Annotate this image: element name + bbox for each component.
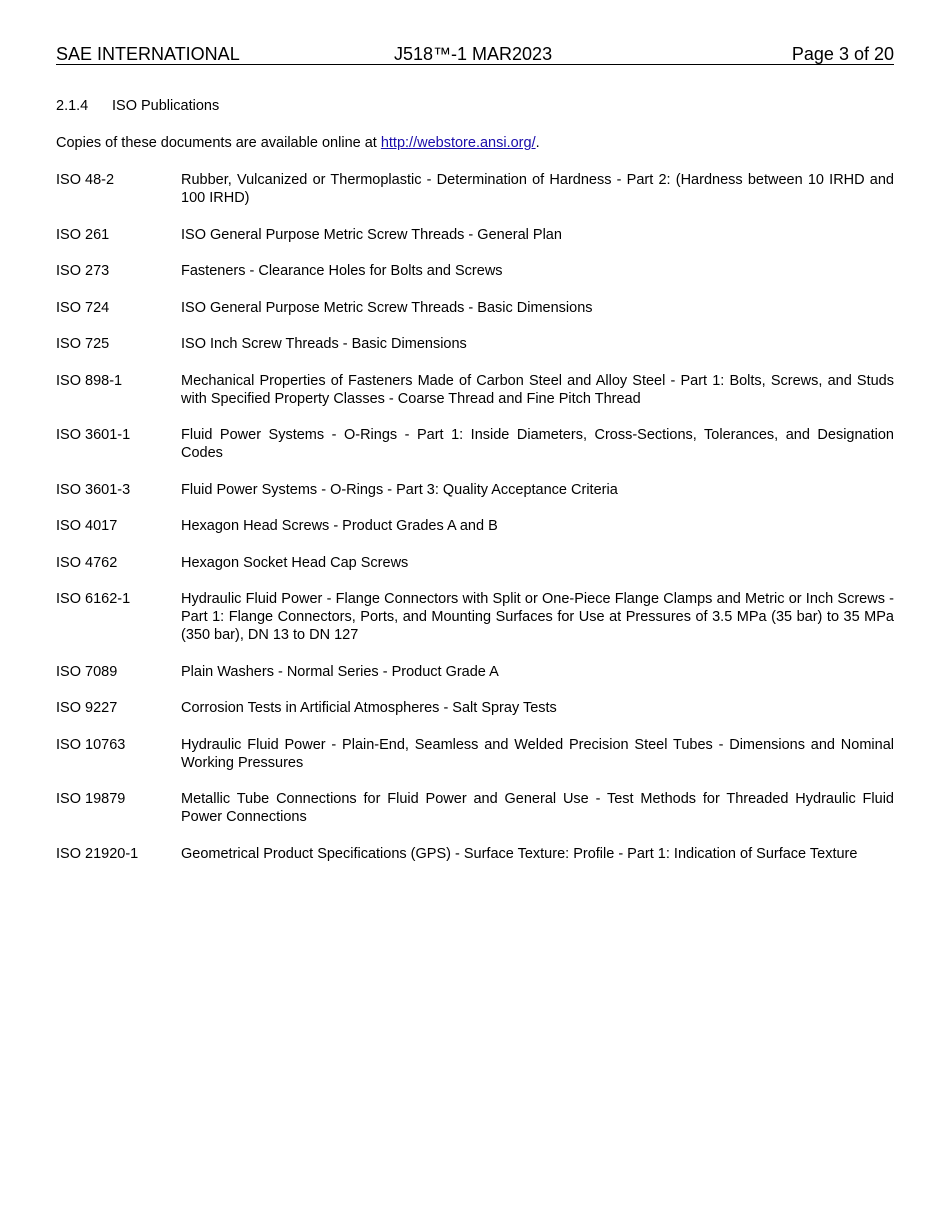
reference-code: ISO 3601-3 (56, 481, 131, 498)
running-header (56, 44, 894, 65)
reference-item (56, 426, 894, 462)
reference-code: ISO 10763 (56, 736, 126, 753)
reference-list (56, 171, 894, 881)
intro-end: . (535, 135, 540, 151)
reference-item (56, 226, 894, 244)
reference-item (56, 335, 894, 353)
section-number: 2.1.4 (56, 98, 89, 114)
reference-code: ISO 3601-1 (56, 427, 131, 443)
reference-code: ISO 725 (56, 336, 110, 352)
reference-item (56, 262, 894, 280)
header-document-id: J518™-1 MAR2023 (394, 44, 553, 64)
reference-item (56, 372, 894, 408)
reference-code: ISO 4762 (56, 554, 118, 571)
reference-title: Hydraulic Fluid Power - Plain-End, Seamless and Welded Precision Steel Tubes - Dimensions and Nominal Working Pressures (181, 736, 894, 771)
section-heading (56, 97, 219, 115)
reference-item (56, 590, 894, 644)
reference-title: ISO General Purpose Metric Screw Threads - Basic Dimensions (181, 299, 593, 316)
reference-title: Mechanical Properties of Fasteners Made of Carbon Steel and Alloy Steel - Part 1: Bolts, Screws, and Studs with Specified Property Classes - Coarse Thread and Fine Pitch Thread (181, 372, 894, 407)
reference-item (56, 845, 894, 863)
reference-title: Fasteners - Clearance Holes for Bolts and Screws (181, 263, 503, 279)
reference-item (56, 171, 894, 207)
reference-title: Hexagon Head Screws - Product Grades A and B (181, 518, 498, 534)
reference-code: ISO 898-1 (56, 372, 123, 389)
reference-item (56, 554, 894, 572)
reference-item (56, 790, 894, 826)
reference-code: ISO 19879 (56, 791, 126, 807)
reference-code: ISO 273 (56, 263, 110, 279)
reference-item (56, 699, 894, 717)
reference-code: ISO 4017 (56, 518, 118, 534)
reference-code: ISO 7089 (56, 663, 118, 680)
reference-title: Metallic Tube Connections for Fluid Power and General Use - Test Methods for Threaded Hydraulic Fluid Power Connections (181, 791, 894, 825)
reference-code: ISO 724 (56, 299, 110, 316)
reference-code: ISO 9227 (56, 700, 118, 716)
reference-item (56, 299, 894, 317)
reference-title: Rubber, Vulcanized or Thermoplastic - Determination of Hardness - Part 2: (Hardness between 10 IRHD and 100 IRHD) (181, 172, 894, 206)
reference-title: Geometrical Product Specifications (GPS) - Surface Texture: Profile - Part 1: Indication of Surface Texture (181, 845, 858, 862)
reference-title: Hydraulic Fluid Power - Flange Connectors with Split or One-Piece Flange Clamps and Metric or Inch Screws - Part 1: Flange Connectors, Ports, and Mounting Surfaces for Use at Pressures of 3.5 MPa (35 bar) to 35 MPa (350 bar), DN 13 to DN 127 (181, 591, 894, 643)
intro-paragraph (56, 134, 540, 152)
webstore-link[interactable]: http://webstore.ansi.org/ (380, 135, 536, 151)
reference-title: Hexagon Socket Head Cap Screws (181, 554, 409, 571)
header-page-number: Page 3 of 20 (791, 44, 894, 64)
reference-title: Fluid Power Systems - O-Rings - Part 3: Quality Acceptance Criteria (181, 481, 618, 498)
reference-title: Fluid Power Systems - O-Rings - Part 1: Inside Diameters, Cross-Sections, Tolerances, and Designation Codes (181, 427, 894, 461)
reference-item (56, 663, 894, 681)
reference-code: ISO 261 (56, 226, 110, 243)
reference-title: Plain Washers - Normal Series - Product Grade A (181, 663, 499, 680)
reference-title: Corrosion Tests in Artificial Atmospheres - Salt Spray Tests (181, 700, 557, 716)
section-title: ISO Publications (112, 98, 220, 114)
header-organization: SAE INTERNATIONAL (56, 44, 240, 64)
intro-text: Copies of these documents are available online at (56, 135, 381, 151)
reference-code: ISO 21920-1 (56, 845, 139, 862)
reference-item (56, 517, 894, 535)
reference-title: ISO Inch Screw Threads - Basic Dimensions (181, 336, 467, 352)
reference-item (56, 736, 894, 772)
reference-code: ISO 48-2 (56, 172, 115, 188)
reference-item (56, 481, 894, 499)
reference-title: ISO General Purpose Metric Screw Threads - General Plan (181, 226, 562, 243)
reference-code: ISO 6162-1 (56, 591, 131, 607)
